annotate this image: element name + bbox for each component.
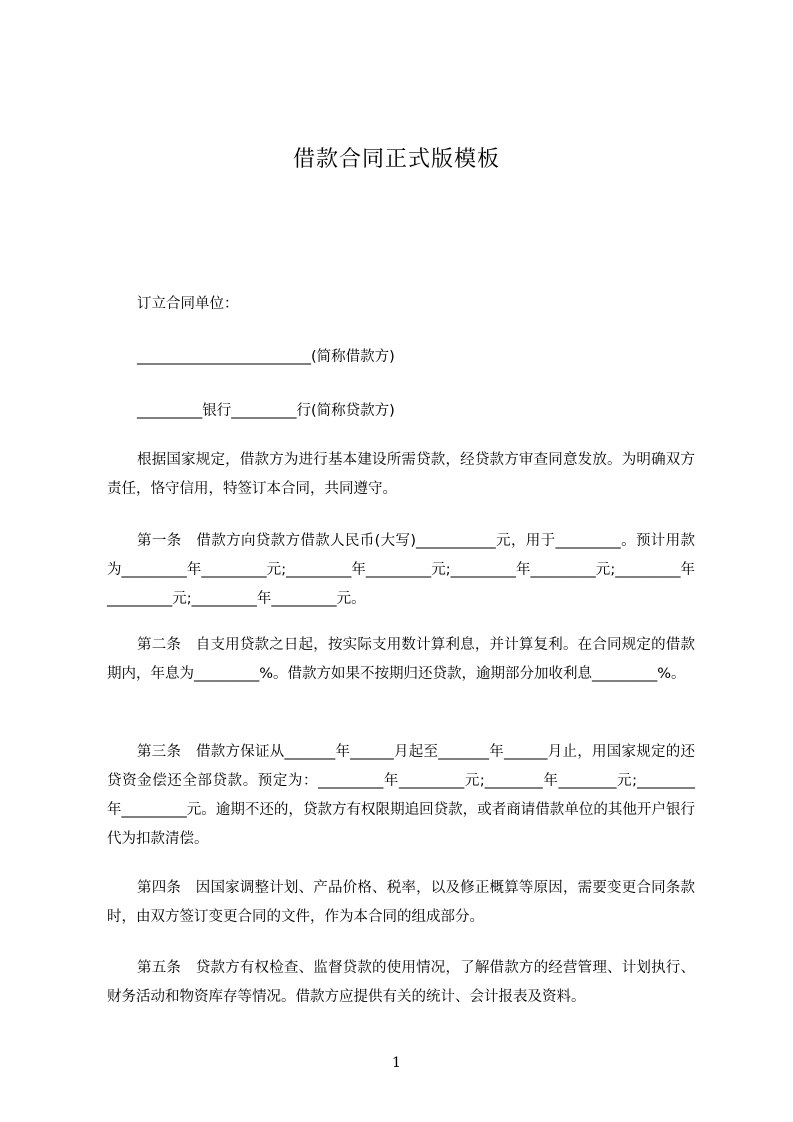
- article-3: 第三条 借款方保证从_______年______月起至_______年______月止，用国家规定的还贷资金偿还全部贷款。预定为：_________年_________元;________年________元;________年_________元。逾期不还的，贷款方有权限期追回贷款，或者商请借款单位的其他开户银行代为扣款清偿。: [107, 744, 695, 847]
- page-number: 1: [392, 1055, 401, 1071]
- preamble-paragraph: 根据国家规定，借款方为进行基本建设所需贷款，经贷款方审查同意发放。为明确双方责任，恪守信用，特签订本合同，共同遵守。: [107, 452, 695, 497]
- article-2: 第二条 自支用贷款之日起，按实际支用数计算利息，并计算复利。在合同规定的借款期内，年息为_________%。借款方如果不按期归还贷款，逾期部分加收利息_________%。: [107, 637, 695, 682]
- borrower-line: ________________________(简称借款方): [137, 349, 395, 365]
- lender-line: _________银行_________行(简称贷款方): [137, 403, 395, 419]
- parties-label: 订立合同单位：: [137, 296, 239, 312]
- article-4: 第四条 因国家调整计划、产品价格、税率，以及修正概算等原因，需要变更合同条款时，由双方签订变更合同的文件，作为本合同的组成部分。: [107, 880, 695, 925]
- article-5: 第五条 贷款方有权检查、监督贷款的使用情况，了解借款方的经营管理、计划执行、财务活动和物资库存等情况。借款方应提供有关的统计、会计报表及资料。: [107, 960, 695, 1005]
- article-1: 第一条 借款方向贷款方借款人民币(大写)___________元，用于_________。预计用款为_________年_________元;_________年_________元;_________年_________元;_________年_________元;_________年_________元。: [107, 533, 695, 607]
- document-title: 借款合同正式版模板: [292, 147, 500, 172]
